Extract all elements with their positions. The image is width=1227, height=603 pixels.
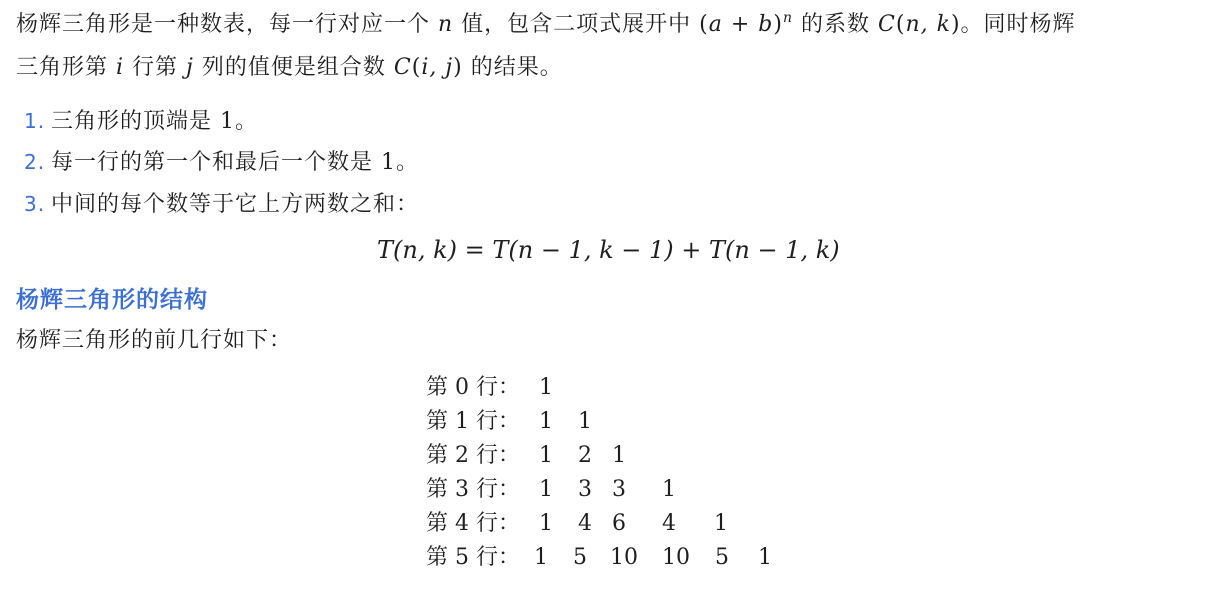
section-intro-text: 杨辉三角形的前几行如下：: [16, 328, 293, 353]
triangle-row-label: 第 1 行：: [426, 409, 520, 434]
triangle-value: 1: [534, 545, 548, 570]
triangle-value: 4: [578, 511, 592, 536]
list-text: 每一行的第一个和最后一个数是 1。: [51, 150, 419, 175]
triangle-value: 6: [612, 511, 626, 536]
intro-text: ): [773, 12, 783, 37]
triangle-value: 10: [610, 545, 638, 570]
list-number: 1.: [24, 109, 46, 133]
intro-text: 列的值便是组合数: [193, 55, 394, 80]
triangle-value: 1: [539, 443, 553, 468]
intro-text: 行第: [124, 55, 187, 80]
triangle-value: 1: [612, 443, 626, 468]
triangle-value: 1: [539, 477, 553, 502]
triangle-value: 3: [578, 477, 592, 502]
math-exponent: n: [782, 10, 794, 26]
triangle-value: 1: [539, 375, 553, 400]
triangle-value: 1: [758, 545, 772, 570]
intro-line-1: [16, 10, 1076, 37]
math-var: n: [438, 12, 454, 37]
section-heading: 杨辉三角形的结构: [16, 286, 208, 313]
triangle-value: 2: [578, 443, 592, 468]
intro-text: +: [722, 12, 759, 37]
list-text: 中间的每个数等于它上方两数之和：: [51, 192, 420, 217]
triangle-row-label: 第 0 行：: [426, 375, 520, 400]
list-item: [24, 110, 258, 133]
math-var: j: [186, 55, 194, 80]
triangle-value: 4: [662, 511, 676, 536]
recurrence-formula: T(n, k) = T(n − 1, k − 1) + T(n − 1, k): [377, 236, 840, 264]
triangle-value: 1: [578, 409, 592, 434]
list-item: [24, 193, 419, 216]
list-number: 3.: [24, 192, 46, 216]
intro-line-2: [16, 57, 563, 79]
triangle-row-label: 第 3 行：: [426, 477, 520, 502]
list-text: 三角形的顶端是 1。: [51, 109, 258, 134]
triangle-value: 5: [715, 545, 729, 570]
triangle-value: 1: [662, 477, 676, 502]
intro-text: ) 的结果。: [453, 55, 563, 80]
math-var: i, j: [421, 55, 454, 80]
math-var: C: [878, 12, 896, 37]
intro-text: 的系数: [793, 12, 879, 37]
math-var: i: [116, 55, 125, 80]
triangle-value: 3: [612, 477, 626, 502]
triangle-value: 1: [539, 511, 553, 536]
triangle-row-label: 第 4 行：: [426, 511, 520, 536]
math-var: a: [708, 12, 723, 37]
math-var: b: [758, 12, 774, 37]
triangle-row-label: 第 2 行：: [426, 443, 520, 468]
intro-text: (: [895, 12, 906, 37]
intro-text: 值，包含二项式展开中 (: [453, 12, 709, 37]
intro-text: 杨辉三角形是一种数表，每一行对应一个: [16, 12, 438, 37]
list-number: 2.: [24, 150, 46, 174]
intro-text: (: [411, 55, 422, 80]
triangle-value: 10: [662, 545, 690, 570]
triangle-row-label: 第 5 行：: [426, 545, 520, 570]
triangle-value: 5: [573, 545, 587, 570]
intro-text: )。同时杨辉: [950, 12, 1076, 37]
math-var: n, k: [905, 12, 951, 37]
triangle-value: 1: [714, 511, 728, 536]
intro-text: 三角形第: [16, 55, 116, 80]
triangle-value: 1: [539, 409, 553, 434]
math-var: C: [393, 55, 412, 80]
list-item: [24, 151, 419, 174]
